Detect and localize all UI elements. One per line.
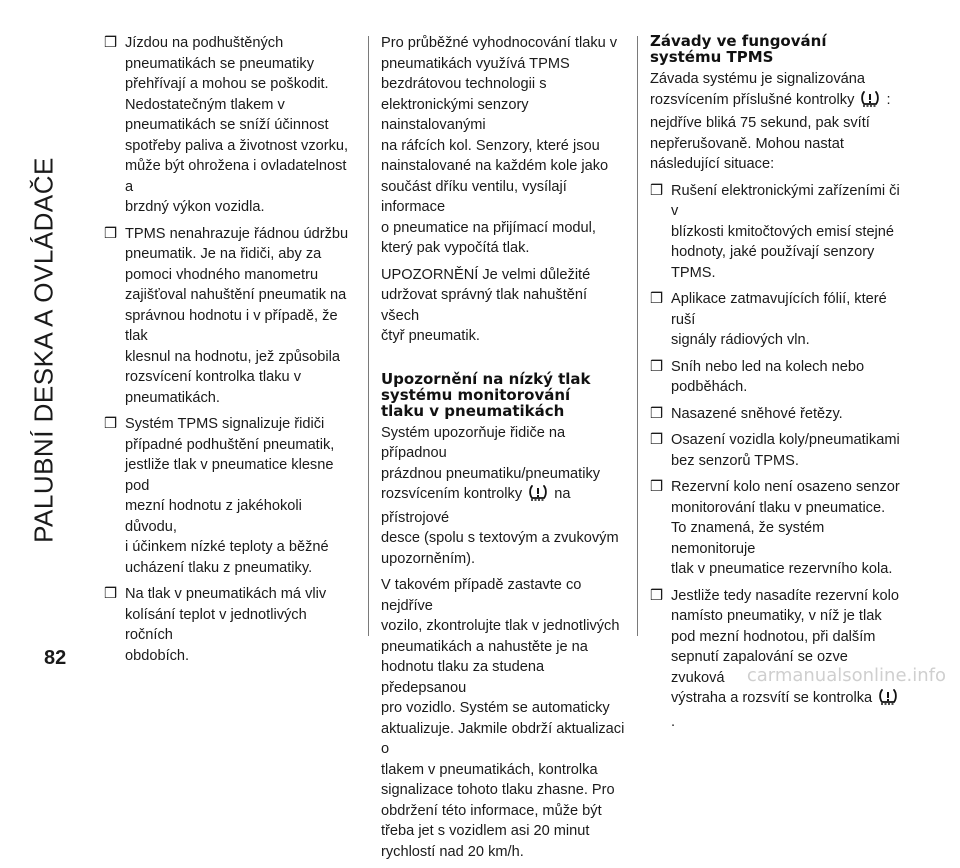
text-line: signalizace tohoto tlaku zhasne. Pro — [381, 782, 615, 798]
list-item-text — [125, 416, 334, 576]
heading-line: systému monitorování — [381, 385, 571, 404]
low-pressure-heading — [381, 371, 629, 419]
text-line: správnou hodnotu i v případě, že tlak — [125, 307, 338, 344]
tpms-technology-paragraph — [381, 33, 629, 259]
checkbox-bullet-icon: ❒ — [650, 290, 664, 307]
text-line: Aplikace zatmavujících fólií, které ruší — [671, 291, 887, 328]
text-line: Rušení elektronickými zařízeními či v — [671, 182, 900, 219]
text-line: klesnul na hodnotu, jež způsobila — [125, 348, 341, 365]
list-item-text — [671, 406, 843, 422]
tire-pressure-warning-icon — [860, 90, 880, 114]
text-line: podběhách. — [671, 379, 748, 395]
tire-pressure-warning-icon — [878, 688, 898, 712]
text-line: nainstalované na každém kole jako — [381, 158, 609, 174]
text-line: pneumatikách se sníží účinnost — [125, 117, 329, 133]
text-line: ucházení tlaku z pneumatiky. — [125, 559, 313, 576]
text-line: Závada systému je signalizována — [650, 71, 865, 87]
text-line: Jestliže tedy nasadíte rezervní kolo — [671, 587, 899, 604]
text-line: o pneumatice na přijímací modul, — [381, 219, 596, 236]
list-item — [650, 404, 905, 425]
checkbox-bullet-icon: ❒ — [650, 404, 664, 422]
text-line: pneumatikách a nahustěte je na — [381, 638, 588, 655]
text-line: rozsvícení kontrolka tlaku v — [125, 369, 302, 385]
text-line: : — [886, 91, 891, 108]
text-line: rozsvícením kontrolky — [381, 486, 523, 502]
text-line: může být ohrožena i ovladatelnost a — [125, 158, 347, 195]
text-line: Na tlak v pneumatikách má vliv — [125, 586, 327, 602]
text-line: Systém TPMS signalizuje řidiči — [125, 416, 325, 432]
text-line: pro vozidlo. Systém se automaticky — [381, 700, 610, 716]
text-line: signály rádiových vln. — [671, 332, 810, 348]
text-line: TPMS. — [671, 264, 716, 281]
tire-pressure-warning-icon — [528, 484, 548, 508]
text-line: TPMS nenahrazuje řádnou údržbu — [125, 225, 349, 242]
malfunction-paragraph-rest — [650, 115, 870, 172]
text-line: V takovém případě zastavte co nejdříve — [381, 577, 582, 614]
list-item-text — [671, 479, 900, 577]
text-line: kolísání teplot v jednotlivých ročních — [125, 606, 307, 643]
text-line: pomoci vhodného manometru — [125, 266, 319, 283]
text-line: jestliže tlak v pneumatice klesne pod — [125, 457, 334, 494]
checkbox-bullet-icon: ❒ — [104, 224, 118, 242]
heading-line: Upozornění na nízký tlak — [381, 369, 591, 388]
text-line: pneumatikách využívá TPMS — [381, 55, 570, 72]
text-line: Nedostatečným tlakem v — [125, 96, 285, 113]
list-item-text — [125, 35, 348, 215]
text-line: případné podhuštění pneumatik, — [125, 436, 335, 453]
text-line: čtyř pneumatik. — [381, 328, 480, 344]
text-line: pneumatikách se pneumatiky — [125, 55, 315, 72]
checkbox-bullet-icon: ❒ — [650, 431, 664, 448]
text-line: UPOZORNĚNÍ Je velmi důležité — [381, 266, 591, 283]
text-line: třeba jet s vozidlem asi 20 minut — [381, 823, 590, 839]
text-line: . — [671, 713, 676, 730]
malfunction-paragraph — [650, 69, 905, 175]
list-item-text — [671, 359, 864, 396]
text-line: na ráfcích kol. Senzory, které jsou — [381, 137, 600, 154]
text-line: spotřeby paliva a životnost vzorku, — [125, 137, 349, 154]
text-line: Pro průběžné vyhodnocování tlaku v — [381, 35, 618, 51]
text-line: nepřerušovaně. Mohou nastat — [650, 135, 844, 152]
text-line: mezní hodnotu z jakéhokoli důvodu, — [125, 498, 302, 535]
text-line: prázdnou pneumatiku/pneumatiky — [381, 465, 601, 482]
text-line: blízkosti kmitočtových emisí stejné — [671, 223, 895, 240]
column-right — [650, 33, 905, 738]
list-item — [104, 584, 356, 666]
text-line: rozsvícením příslušné kontrolky — [650, 91, 855, 108]
text-line: Sníh nebo led na kolech nebo — [671, 358, 865, 375]
text-line: obdobích. — [125, 647, 190, 664]
list-item-spare-wheel — [650, 586, 905, 733]
text-line: zajišťoval nahuštění pneumatik na — [125, 287, 347, 303]
checkbox-bullet-icon: ❒ — [650, 357, 664, 375]
text-line: vozilo, zkontrolujte tlak v jednotlivých — [381, 618, 620, 634]
text-line: sepnutí zapalování se ozve zvuková — [671, 649, 848, 686]
text-line: následující situace: — [650, 156, 775, 172]
list-item-text — [671, 183, 900, 281]
column-left — [104, 33, 356, 672]
checkbox-bullet-icon: ❒ — [650, 181, 664, 199]
text-line: který pak vypočítá tlak. — [381, 240, 530, 256]
text-line: Rezervní kolo není osazeno senzor — [671, 479, 900, 495]
text-line: pneumatik. Je na řidiči, aby za — [125, 246, 322, 262]
text-line: součást dříku ventilu, vysílají informace — [381, 178, 567, 215]
text-line: monitorování tlaku v pneumatice. — [671, 499, 886, 516]
text-line: elektronickými senzory nainstalovanými — [381, 96, 529, 133]
list-item — [650, 477, 905, 580]
text-line: udržovat správný tlak nahuštění všech — [381, 287, 588, 324]
text-line: pod mezní hodnotou, při dalším — [671, 628, 876, 645]
text-line: upozorněním). — [381, 550, 476, 567]
list-item — [104, 33, 356, 218]
list-item — [650, 357, 905, 398]
column-middle — [381, 33, 629, 868]
column-divider — [368, 36, 369, 636]
malfunction-heading — [650, 33, 905, 65]
text-line: rychlostí nad 20 km/h. — [381, 843, 524, 860]
stop-vehicle-paragraph — [381, 575, 629, 862]
list-item-text — [671, 291, 887, 348]
list-item — [650, 289, 905, 351]
text-line: brzdný výkon vozidla. — [125, 199, 265, 215]
column-divider — [637, 36, 638, 636]
text-line: tlak v pneumatice rezervního kola. — [671, 561, 893, 577]
page-number: 82 — [44, 647, 67, 669]
heading-line: systému TPMS — [650, 48, 774, 66]
section-side-title: PALUBNÍ DESKA A OVLÁDAČE — [28, 157, 59, 543]
text-line: pneumatikách. — [125, 389, 220, 406]
text-line: aktualizuje. Jakmile obdrží aktualizaci o — [381, 720, 625, 757]
list-item — [650, 430, 905, 471]
text-line: obdržení této informace, může být — [381, 802, 602, 819]
footer-watermark: carmanualsonline.info — [746, 665, 946, 686]
text-line: Jízdou na podhuštěných — [125, 35, 284, 51]
list-item — [104, 414, 356, 578]
heading-line: tlaku v pneumatikách — [381, 401, 565, 420]
list-item-text — [671, 432, 900, 469]
low-pressure-paragraph — [381, 423, 629, 570]
checkbox-bullet-icon: ❒ — [104, 585, 118, 602]
text-line: nejdříve bliká 75 sekund, pak svítí — [650, 115, 870, 131]
text-line: desce (spolu s textovým a zvukovým — [381, 530, 619, 546]
checkbox-bullet-icon: ❒ — [650, 586, 664, 604]
checkbox-bullet-icon: ❒ — [104, 415, 118, 432]
text-line: Nasazené sněhové řetězy. — [671, 405, 843, 422]
heading-line: Závady ve fungování — [650, 32, 827, 50]
text-line: přehřívají a mohou se poškodit. — [125, 76, 329, 92]
text-line: výstraha a rozsvítí se kontrolka — [671, 690, 873, 706]
checkbox-bullet-icon: ❒ — [650, 478, 664, 495]
checkbox-bullet-icon: ❒ — [104, 34, 118, 51]
text-line: hodnoty, jaké používají senzory — [671, 244, 875, 260]
list-item-text — [125, 226, 348, 406]
list-item-text — [125, 586, 326, 664]
text-line: hodnotu tlaku za studena předepsanou — [381, 659, 545, 696]
malfunction-list — [650, 181, 905, 580]
text-line: bez senzorů TPMS. — [671, 452, 799, 469]
text-line: bezdrátovou technologii s — [381, 76, 547, 92]
list-item — [650, 181, 905, 284]
text-line: Osazení vozidla koly/pneumatikami — [671, 432, 900, 448]
warning-paragraph — [381, 265, 629, 347]
text-line: namísto pneumatiky, v níž je tlak — [671, 608, 882, 624]
text-line: i účinkem nízké teploty a běžné — [125, 539, 329, 555]
text-line: na přístrojové — [381, 486, 571, 526]
list-item — [104, 224, 356, 409]
text-line: Systém upozorňuje řidiče na případnou — [381, 424, 566, 461]
text-line: tlakem v pneumatikách, kontrolka — [381, 761, 598, 778]
text-line: To znamená, že systém nemonitoruje — [671, 520, 825, 557]
